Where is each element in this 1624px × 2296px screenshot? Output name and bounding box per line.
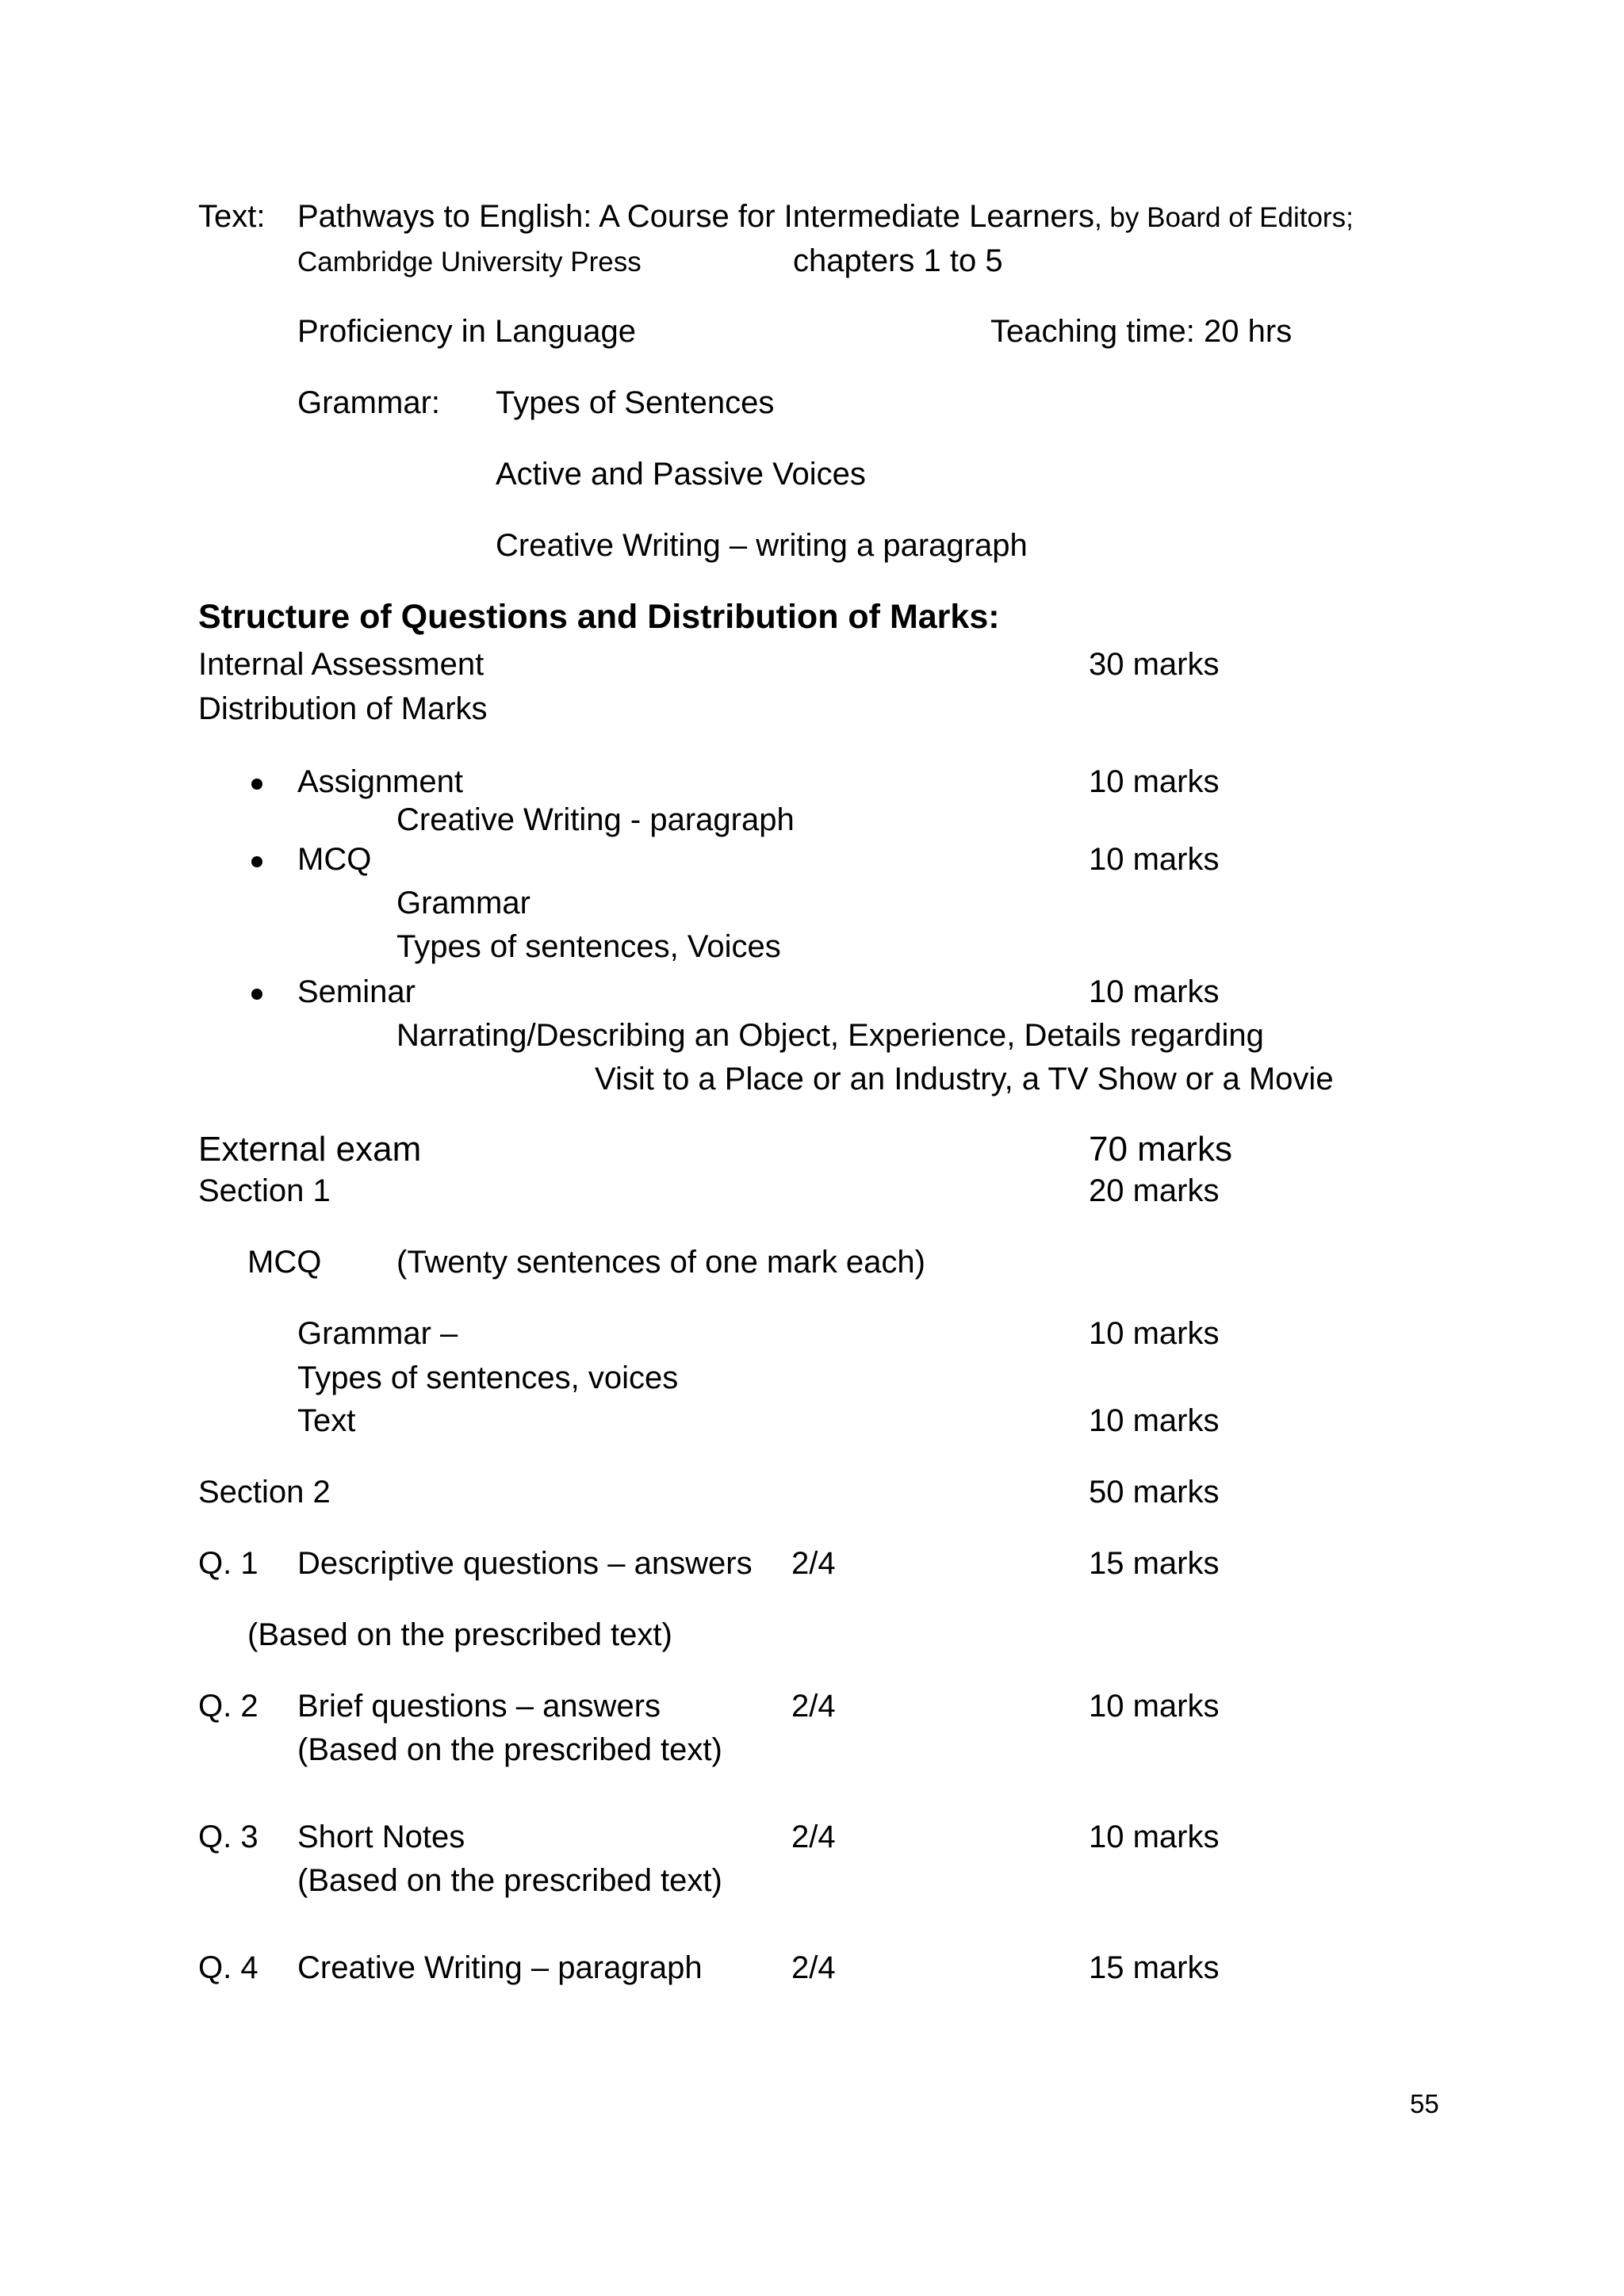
question-desc: Descriptive questions – answers xyxy=(297,1546,753,1581)
mcq-detail: Grammar xyxy=(396,886,530,920)
book-chapters: chapters 1 to 5 xyxy=(793,243,1003,278)
seminar-detail: Visit to a Place or an Industry, a TV Show or a Movie xyxy=(595,1062,1334,1096)
section1-marks: 20 marks xyxy=(1089,1173,1220,1208)
internal-assessment-marks: 30 marks xyxy=(1089,647,1220,682)
seminar-detail: Narrating/Describing an Object, Experience, Details regarding xyxy=(396,1018,1264,1053)
question-desc: Brief questions – answers xyxy=(297,1689,661,1724)
question-number: Q. 4 xyxy=(198,1950,259,1985)
book-title: Pathways to English: A Course for Intermediate Learners xyxy=(297,199,1094,234)
structure-heading: Structure of Questions and Distribution of Marks: xyxy=(198,598,1000,636)
question-note: (Based on the prescribed text) xyxy=(297,1863,722,1898)
book-publisher: Cambridge University Press xyxy=(297,247,642,277)
question-ratio: 2/4 xyxy=(791,1546,836,1581)
question-number: Q. 1 xyxy=(198,1546,259,1581)
question-number: Q. 2 xyxy=(198,1689,259,1724)
bullet-icon xyxy=(251,989,262,1000)
section1-grammar-label: Grammar – xyxy=(297,1316,458,1351)
section2-marks: 50 marks xyxy=(1089,1475,1220,1510)
grammar-item: Types of Sentences xyxy=(496,385,775,420)
external-exam-marks: 70 marks xyxy=(1089,1130,1232,1169)
assignment-marks: 10 marks xyxy=(1089,764,1220,799)
seminar-label: Seminar xyxy=(297,974,416,1009)
grammar-item: Creative Writing – writing a paragraph xyxy=(496,528,1028,563)
question-ratio: 2/4 xyxy=(791,1689,836,1724)
section1-mcq-desc: (Twenty sentences of one mark each) xyxy=(396,1245,925,1280)
bullet-icon xyxy=(251,856,262,867)
mcq-marks: 10 marks xyxy=(1089,842,1220,877)
mcq-label: MCQ xyxy=(297,842,372,877)
seminar-marks: 10 marks xyxy=(1089,974,1220,1009)
question-marks: 15 marks xyxy=(1089,1546,1220,1581)
section1-label: Section 1 xyxy=(198,1173,331,1208)
question-number: Q. 3 xyxy=(198,1820,259,1854)
assignment-label: Assignment xyxy=(297,764,463,799)
distribution-label: Distribution of Marks xyxy=(198,691,488,726)
section1-text-label: Text xyxy=(297,1403,356,1438)
internal-assessment-label: Internal Assessment xyxy=(198,647,485,682)
question-ratio: 2/4 xyxy=(791,1820,836,1854)
section1-grammar-desc: Types of sentences, voices xyxy=(297,1360,679,1395)
teaching-time: Teaching time: 20 hrs xyxy=(990,314,1293,349)
question-marks: 15 marks xyxy=(1089,1950,1220,1985)
section2-label: Section 2 xyxy=(198,1475,331,1510)
proficiency-heading: Proficiency in Language xyxy=(297,314,636,349)
external-exam-label: External exam xyxy=(198,1130,422,1169)
question-marks: 10 marks xyxy=(1089,1820,1220,1854)
text-label: Text: xyxy=(198,199,266,234)
section1-grammar-marks: 10 marks xyxy=(1089,1316,1220,1351)
bullet-icon xyxy=(251,779,262,790)
question-ratio: 2/4 xyxy=(791,1950,836,1985)
book-editors: , by Board of Editors; xyxy=(1094,202,1354,233)
grammar-label: Grammar: xyxy=(297,385,440,420)
question-desc: Short Notes xyxy=(297,1820,465,1854)
question-desc: Creative Writing – paragraph xyxy=(297,1950,703,1985)
mcq-detail: Types of sentences, Voices xyxy=(396,929,781,964)
question-marks: 10 marks xyxy=(1089,1689,1220,1724)
question-note: (Based on the prescribed text) xyxy=(297,1732,722,1767)
section1-mcq-label: MCQ xyxy=(247,1245,322,1280)
text-title-line xyxy=(297,197,1354,237)
section1-text-marks: 10 marks xyxy=(1089,1403,1220,1438)
page-number: 55 xyxy=(1410,2089,1439,2118)
grammar-item: Active and Passive Voices xyxy=(496,457,866,492)
question-note: (Based on the prescribed text) xyxy=(247,1617,672,1652)
assignment-detail: Creative Writing - paragraph xyxy=(396,802,795,837)
